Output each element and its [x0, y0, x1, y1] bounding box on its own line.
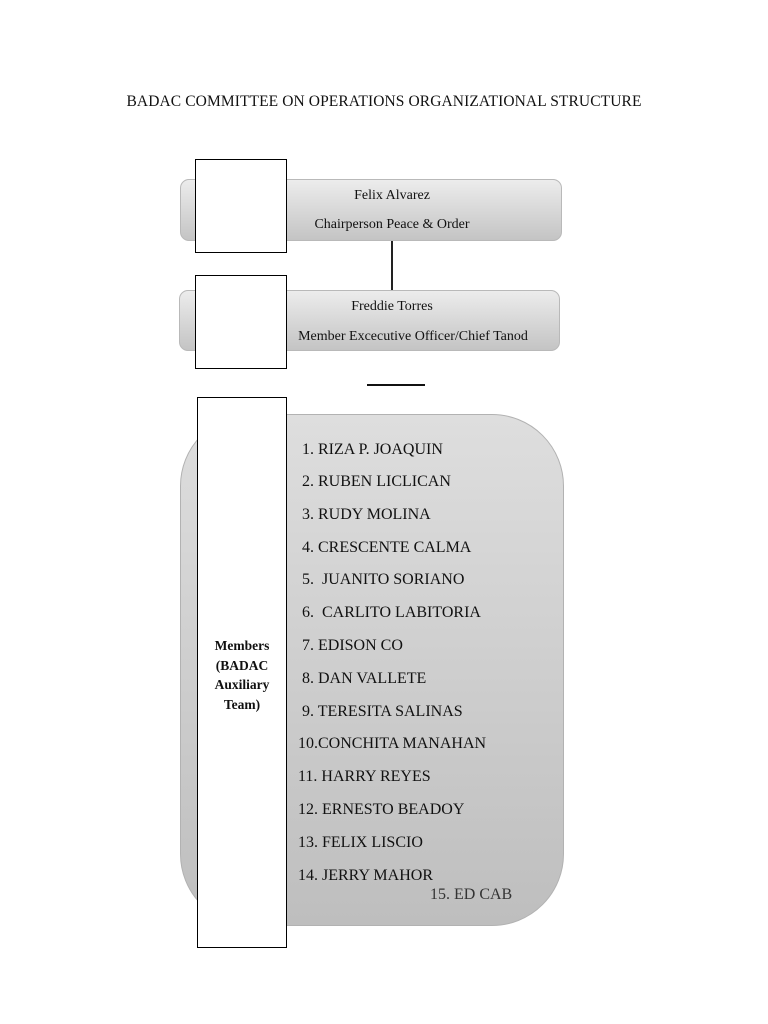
- chairperson-name: Felix Alvarez: [354, 188, 430, 203]
- members-label: Members (BADAC Auxiliary Team): [214, 638, 270, 712]
- members-label-box: [197, 397, 287, 948]
- connector-line: [391, 241, 393, 291]
- member-item: 7. EDISON CO: [302, 637, 403, 654]
- clipped-member-text: 15. ED CAB: [430, 886, 513, 903]
- executive-officer-role: Member Excecutive Officer/Chief Tanod: [298, 329, 528, 344]
- member-item: 12. ERNESTO BEADOY: [298, 801, 465, 818]
- member-item: 4. CRESCENTE CALMA: [302, 539, 472, 556]
- clipped-member-item: [430, 886, 520, 904]
- member-item: 2. RUBEN LICLICAN: [302, 473, 451, 490]
- separator-line: [367, 384, 425, 386]
- page-title: BADAC COMMITTEE ON OPERATIONS ORGANIZATIONAL STRUCTURE: [126, 93, 642, 110]
- member-item: 13. FELIX LISCIO: [298, 834, 423, 851]
- member-item: 6. CARLITO LABITORIA: [302, 604, 481, 621]
- chairperson-role: Chairperson Peace & Order: [314, 217, 470, 232]
- member-item: 5. JUANITO SORIANO: [302, 571, 465, 588]
- executive-officer-photo-placeholder: [195, 275, 287, 369]
- member-item: 14. JERRY MAHOR: [298, 867, 433, 884]
- member-item: 11. HARRY REYES: [298, 768, 431, 785]
- chairperson-photo-placeholder: [195, 159, 287, 253]
- member-item: 10.CONCHITA MANAHAN: [298, 735, 487, 752]
- member-item: 1. RIZA P. JOAQUIN: [302, 441, 443, 458]
- member-item: 9. TERESITA SALINAS: [302, 703, 463, 720]
- member-item: 3. RUDY MOLINA: [302, 506, 431, 523]
- member-item: 8. DAN VALLETE: [302, 670, 427, 687]
- executive-officer-name: Freddie Torres: [351, 299, 433, 314]
